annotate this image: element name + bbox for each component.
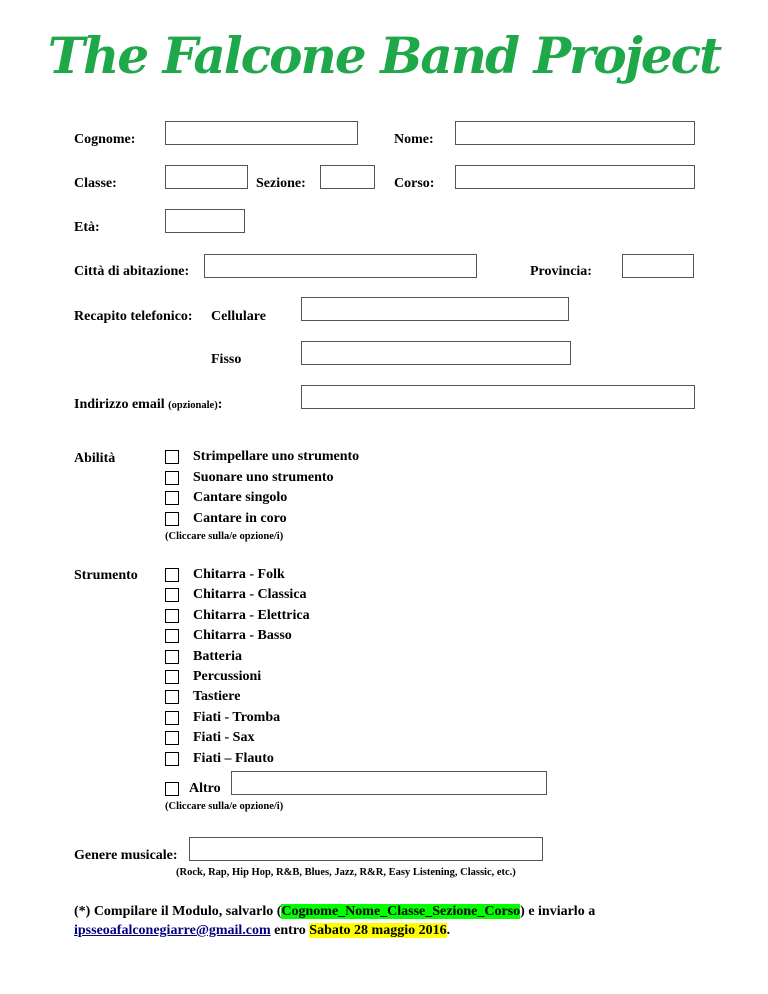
footer-text-1: (*) Compilare il Modulo, salvarlo ( <box>74 904 282 919</box>
strumento-option[interactable] <box>165 749 274 769</box>
strumento-option[interactable] <box>165 728 254 748</box>
eta-field[interactable] <box>165 209 245 233</box>
sezione-field[interactable] <box>320 165 375 189</box>
strumento-option-label: Tastiere <box>193 689 241 705</box>
abilita-option[interactable] <box>165 468 334 488</box>
abilita-option[interactable] <box>165 447 359 467</box>
eta-label: Età: <box>74 220 100 235</box>
strumento-option-label: Percussioni <box>193 669 262 684</box>
page-title: The Falcone Band Project <box>47 26 721 85</box>
strumento-option[interactable] <box>165 647 242 667</box>
abilita-checkbox[interactable] <box>165 512 179 526</box>
strumento-checkbox[interactable] <box>165 690 179 704</box>
abilita-checkbox[interactable] <box>165 450 179 464</box>
strumento-checkbox[interactable] <box>165 731 179 745</box>
abilita-option[interactable] <box>165 488 287 508</box>
email-label-main: Indirizzo email <box>74 397 165 412</box>
abilita-option[interactable] <box>165 509 287 529</box>
abilita-option-label: Cantare singolo <box>193 490 288 506</box>
citta-label: Città di abitazione: <box>74 264 190 279</box>
corso-field[interactable] <box>455 165 695 189</box>
genere-field[interactable] <box>189 837 543 861</box>
sezione-label: Sezione: <box>256 176 306 191</box>
corso-label: Corso: <box>394 176 435 191</box>
strumento-option[interactable] <box>165 585 307 605</box>
fisso-field[interactable] <box>301 341 571 365</box>
strumento-checkbox[interactable] <box>165 670 179 684</box>
strumento-option-label: Chitarra - Classica <box>193 587 307 603</box>
email-field[interactable] <box>301 385 695 409</box>
strumento-option[interactable] <box>165 687 240 707</box>
classe-label: Classe: <box>74 176 117 191</box>
strumento-option[interactable] <box>165 606 310 626</box>
strumento-option-label: Fiati - Sax <box>193 730 255 746</box>
filename-format: Cognome_Nome_Classe_Sezione_Corso <box>281 904 521 919</box>
strumento-option-label: Fiati - Tromba <box>193 709 281 725</box>
strumento-checkbox[interactable] <box>165 650 179 664</box>
citta-field[interactable] <box>204 254 477 278</box>
genere-label: Genere musicale: <box>74 848 178 863</box>
footer-text-2: ) e inviarlo a <box>520 904 596 919</box>
classe-field[interactable] <box>165 165 248 189</box>
abilita-checkbox[interactable] <box>165 471 179 485</box>
cognome-label: Cognome: <box>74 132 136 147</box>
strumento-option[interactable] <box>165 708 280 728</box>
contact-email-link[interactable]: ipsseoafalconegiarre@gmail.com <box>74 923 271 938</box>
altro-option[interactable] <box>165 779 221 799</box>
nome-label: Nome: <box>394 132 434 147</box>
strumento-option-label: Chitarra - Folk <box>193 567 285 582</box>
footer-line-2 <box>74 923 450 939</box>
abilita-label: Abilità <box>74 451 116 466</box>
genere-hint: (Rock, Rap, Hip Hop, R&B, Blues, Jazz, R&R, Easy Listening, Classic, etc.) <box>176 867 516 878</box>
abilita-option-label: Strimpellare uno strumento <box>193 449 360 464</box>
recapito-label: Recapito telefonico: <box>74 309 193 324</box>
abilita-hint: (Cliccare sulla/e opzione/i) <box>165 531 284 542</box>
abilita-option-label: Suonare uno strumento <box>193 469 334 485</box>
email-label-colon: : <box>217 397 223 412</box>
altro-label: Altro <box>189 781 221 796</box>
strumento-option[interactable] <box>165 626 292 646</box>
strumento-option[interactable] <box>165 565 285 585</box>
deadline: Sabato 28 maggio 2016 <box>309 923 447 938</box>
abilita-checkbox[interactable] <box>165 491 179 505</box>
footer-line-1 <box>74 904 595 920</box>
footer-text-3: entro <box>270 923 310 938</box>
strumento-option-label: Batteria <box>193 648 242 664</box>
fisso-label: Fisso <box>211 352 242 367</box>
email-label <box>74 397 222 413</box>
altro-field[interactable] <box>231 771 547 795</box>
provincia-field[interactable] <box>622 254 694 278</box>
abilita-option-label: Cantare in coro <box>193 511 287 527</box>
strumento-option-label: Chitarra - Basso <box>193 628 292 644</box>
strumento-hint: (Cliccare sulla/e opzione/i) <box>165 801 284 812</box>
strumento-checkbox[interactable] <box>165 752 179 766</box>
nome-field[interactable] <box>455 121 695 145</box>
footer-text-4: . <box>446 923 451 938</box>
strumento-option-label: Fiati – Flauto <box>193 750 274 766</box>
cognome-field[interactable] <box>165 121 358 145</box>
strumento-checkbox[interactable] <box>165 711 179 725</box>
cellulare-label: Cellulare <box>211 309 266 324</box>
strumento-checkbox[interactable] <box>165 609 179 623</box>
strumento-option[interactable] <box>165 667 261 687</box>
strumento-checkbox[interactable] <box>165 629 179 643</box>
email-optional-note: (opzionale) <box>168 400 218 411</box>
provincia-label: Provincia: <box>530 264 592 279</box>
strumento-option-label: Chitarra - Elettrica <box>193 607 310 623</box>
strumento-checkbox[interactable] <box>165 568 179 582</box>
altro-checkbox[interactable] <box>165 782 179 796</box>
strumento-checkbox[interactable] <box>165 588 179 602</box>
cellulare-field[interactable] <box>301 297 569 321</box>
strumento-label: Strumento <box>74 568 138 583</box>
